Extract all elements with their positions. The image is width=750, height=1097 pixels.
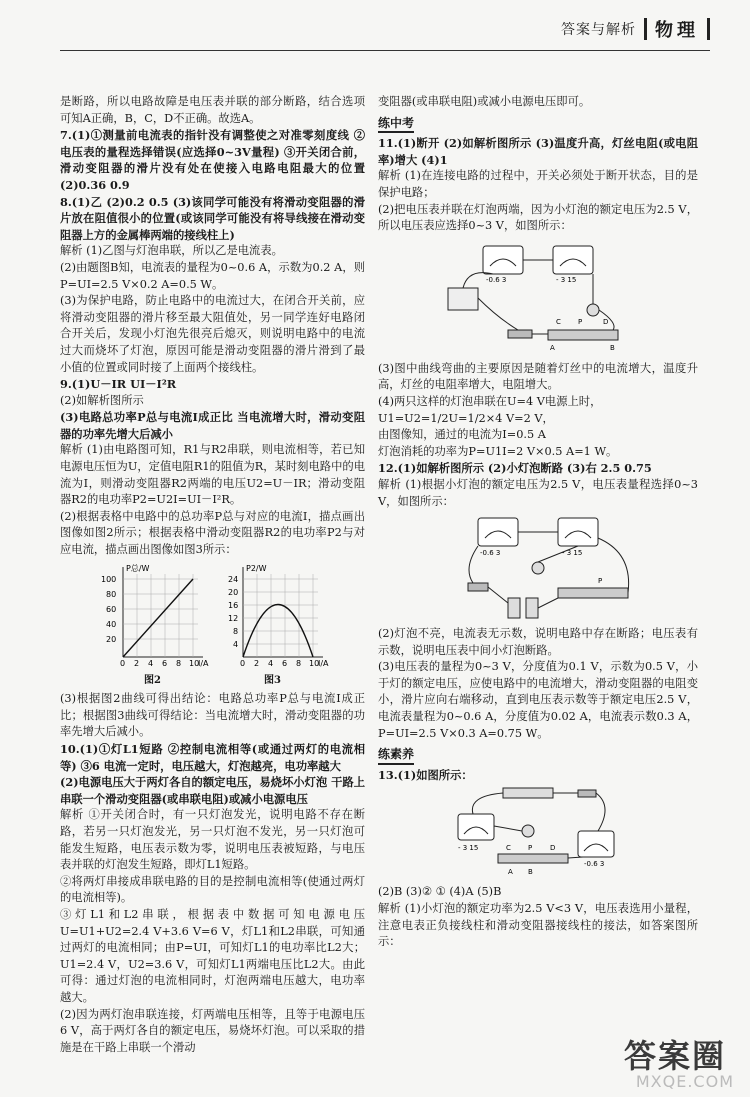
axis-label-y: P2/W [245, 563, 267, 573]
terminal-label: B [528, 868, 533, 877]
answer-11: 11.(1)断开 (2)如解析图所示 (3)温度升高，灯丝电阻(或电阻率)增大 (4)1 [378, 136, 698, 167]
page-header [561, 14, 710, 44]
axis-label-x: I/A [197, 658, 209, 668]
paragraph: (2)由题图B知，电流表的量程为0~0.6 A，示数为0.2 A，则P=UI=2.5 V×0.2 A=0.5 W。 [60, 260, 365, 291]
header-divider-right [707, 18, 710, 40]
circuit-diagram-12 [438, 513, 638, 623]
tick-label: 4 [267, 658, 273, 668]
rheostat-icon [498, 854, 568, 863]
rheostat-icon [548, 330, 618, 340]
tick-label: 12 [227, 613, 238, 623]
paragraph: 变阻器(或串联电阻)或减小电源电压即可。 [378, 95, 591, 108]
paragraph: (2)灯泡不亮，电流表无示数，说明电路中存在断路；电压表有示数，说明电压表中间小灯泡断路。 [378, 627, 698, 657]
bulb-icon [522, 825, 534, 837]
header-rule [60, 50, 710, 51]
tick-label: 8 [232, 626, 238, 636]
graph-2 [101, 563, 209, 668]
terminal-label: -0.6 3 [584, 860, 605, 869]
figure-caption-2: 图2 [144, 674, 161, 686]
header-divider [644, 18, 647, 40]
paragraph: 是断路，所以电路故障是电压表并联的部分断路，结合选项可知A正确，B，C，D不正确。故选A。 [60, 95, 365, 125]
tick-label: 2 [133, 658, 139, 668]
answer-12: 12.(1)如解析图所示 (2)小灯泡断路 (3)右 2.5 0.75 [378, 461, 652, 476]
answer-13: 13.(1)如图所示： [378, 767, 473, 782]
switch-icon [508, 330, 532, 338]
tick-label: 80 [105, 589, 116, 599]
cell-icon [526, 598, 538, 618]
answer-7: 7.(1)①测量前电流表的指针没有调整使之对准零刻度线 ②电压表的量程选择错误(应选择0~3V量程) ③开关闭合前，滑动变阻器的滑片没有处在使接入电路电阻最大的位置 (2)0.36 0.9 [60, 128, 365, 192]
terminal-label: A [550, 343, 555, 352]
terminal-label: P [528, 844, 533, 853]
paragraph: (2)如解析图所示 [60, 393, 144, 407]
answer-8: 8.(1)乙 (2)0.2 0.5 (3)该同学可能没有将滑动变阻器的滑片放在阻值很小的位置(或该同学可能没有将导线接在滑动变阻器上方的金属棒两端的接线柱上) [60, 194, 365, 242]
tick-label: 60 [105, 604, 116, 614]
battery-icon [503, 788, 553, 798]
paragraph: 灯泡消耗的功率为P=U1I=2 V×0.5 A=1 W。 [378, 444, 618, 458]
voltmeter-icon [553, 246, 593, 274]
tick-label: 40 [105, 619, 116, 629]
circuit-diagram-11 [438, 238, 638, 358]
terminal-label: C [506, 844, 511, 853]
terminal-label: - 3 15 [562, 549, 583, 558]
left-column [60, 94, 365, 1056]
axis-label-y: P总/W [125, 563, 149, 573]
section-heading-top: 练素养 [378, 746, 414, 765]
tick-label: 16 [227, 600, 238, 610]
rheostat-icon [558, 588, 628, 598]
answer-9: 9.(1)U－IR UI－I²R [60, 377, 177, 392]
terminal-label: D [603, 317, 609, 326]
tick-label: 20 [227, 587, 238, 597]
header-subtitle: 答案与解析 [561, 22, 636, 38]
voltmeter-icon [558, 518, 598, 546]
paragraph: (2)因为两灯泡串联连接，灯两端电压相等，且等于电源电压6 V，高于两灯各自的额定电压，易烧坏灯泡。可以采取的措施是在干路上串联一个滑动 [60, 1007, 365, 1054]
tick-label: 4 [147, 658, 153, 668]
paragraph: 解析 ①开关闭合时，有一只灯泡发光，说明电路不存在断路，若另一只灯泡发光，另一只灯泡不发光，另一只灯泡可能发生短路，电压表示数为零，说明电压表被短路，与电压表并联的灯泡发生短路，即灯L1短路。 [60, 808, 365, 872]
tick-label: 0 [239, 658, 245, 668]
paragraph: (4)两只这样的灯泡串联在U=4 V电源上时， [378, 394, 602, 408]
cell-icon [508, 598, 520, 618]
paragraph: 解析 (1)乙图与灯泡串联，所以乙是电流表。 [60, 244, 283, 258]
terminal-label: B [610, 343, 615, 352]
tick-label: 6 [161, 658, 167, 668]
paragraph: (3)电路总功率P总与电流I成正比 当电流增大时，滑动变阻器的功率先增大后减小 [60, 410, 365, 441]
circuit-diagram-13 [448, 786, 628, 881]
figure-caption-3: 图3 [264, 674, 281, 686]
tick-label: 100 [100, 574, 116, 584]
right-column [378, 94, 698, 951]
graphs-figure [93, 562, 333, 672]
paragraph: (3)根据图2曲线可得出结论：电路总功率P总与电流I成正比；根据图3曲线可得结论：当电流增大时，滑动变阻器的功率先增大后减小。 [60, 692, 365, 739]
terminal-label: - 3 15 [556, 275, 577, 284]
terminal-label: -0.6 3 [480, 549, 501, 558]
paragraph: 由图像知，通过的电流为I=0.5 A [378, 428, 546, 442]
watermark [584, 1031, 734, 1091]
tick-label: 8 [295, 658, 301, 668]
switch-icon [468, 583, 488, 591]
tick-label: 10 [308, 658, 319, 668]
paragraph: (2)把电压表并联在灯泡两端，因为小灯泡的额定电压为2.5 V，所以电压表应选择0~3 V，如图所示： [378, 202, 698, 233]
paragraph: ③灯L1和L2串联，根据表中数据可知电源电压U=U1+U2=2.4 V+3.6 V=6 V，灯L1和L2串联，可知通过两灯的电流相同；由P=UI，可知灯L1的电功率比L2大；U1=2.4 V，U2=3.6 V，可知灯L1两端电压比L2大。由此可得：通过灯泡的电流相同时，灯泡两端电压越大，电功率越大。 [60, 907, 365, 1004]
paragraph: (3)图中曲线弯曲的主要原因是随着灯丝中的电流增大，温度升高，灯丝的电阻率增大，电阻增大。 [378, 361, 698, 392]
paragraph: 解析 (1)由电路图可知，R1与R2串联，则电流相等，若已知电源电压恒为U，定值电阻R1的阻值为R，某时刻电路中的电流为I，则滑动变阻器R2两端的电压U2=U－IR；滑动变阻器R2的电功率P2=U2I=UI－I²R。 [60, 443, 365, 507]
tick-label: 6 [281, 658, 287, 668]
tick-label: 24 [227, 574, 238, 584]
bulb-icon [587, 304, 599, 316]
ammeter-icon [478, 518, 518, 546]
terminal-label: A [508, 868, 513, 877]
paragraph: (3)电压表的量程为0~3 V，分度值为0.1 V，示数为0.5 V，小于灯的额定电压，应使电路中的电流增大，滑动变阻器的电阻变小，滑片应向右端移动，直到电压表示数等于额定电压2.5 V，电流表量程为0~0.6 A，分度值为0.02 A，电流表示数0.3 A，P=UI=2.5 V×0.3 A=0.75 W。 [378, 660, 698, 740]
paragraph: (2)电源电压大于两灯各自的额定电压，易烧坏小灯泡 干路上串联一个滑动变阻器(或串联电阻)或减小电源电压 [60, 775, 365, 806]
terminal-label: -0.6 3 [486, 275, 507, 284]
paragraph: (2)B (3)② ① (4)A (5)B [378, 885, 502, 899]
watermark-url: MXQE.COM [635, 1072, 734, 1091]
paragraph: 解析 (1)在连接电路的过程中，开关必须处于断开状态，目的是保护电路； [378, 169, 698, 199]
bulb-icon [532, 562, 544, 574]
paragraph: (2)根据表格中电路中的总功率P总与对应的电流I，描点画出图像如图2所示；根据表格中滑动变阻器R2的电功率P2与对应电流，描点画出图像如图3所示： [60, 509, 365, 557]
tick-label: 8 [175, 658, 181, 668]
tick-label: 2 [253, 658, 259, 668]
switch-icon [578, 790, 596, 797]
tick-label: 0 [119, 658, 125, 668]
paragraph: U1=U2=1/2U=1/2×4 V=2 V， [378, 411, 554, 425]
line-series [123, 579, 193, 657]
ammeter-icon [483, 246, 523, 274]
graph-3 [228, 564, 329, 668]
paragraph: 解析 (1)小灯泡的额定功率为2.5 V<3 V，电压表选用小量程，注意电表正负接线柱和滑动变阻器接线柱的接法，如答案图所示： [378, 902, 698, 949]
tick-label: 10 [188, 658, 199, 668]
terminal-label: P [598, 577, 603, 586]
terminal-label: - 3 15 [458, 844, 479, 853]
section-heading-mid: 练中考 [378, 115, 414, 134]
paragraph: 解析 (1)根据小灯泡的额定电压为2.5 V，电压表量程选择0~3 V，如图所示： [378, 477, 698, 508]
terminal-label: D [550, 844, 556, 853]
figure-captions [93, 673, 333, 690]
terminal-label: P [578, 317, 583, 326]
battery-icon [448, 288, 478, 310]
answer-10: 10.(1)①灯L1短路 ②控制电流相等(或通过两灯的电流相等) ③6 电流一定时，电压越大，灯泡越亮，电功率越大 [60, 742, 365, 773]
tick-label: 20 [105, 634, 116, 644]
header-title: 物理 [655, 20, 699, 41]
tick-label: 4 [232, 639, 238, 649]
axis-label-x: I/A [317, 658, 329, 668]
paragraph: (3)为保护电路，防止电路中的电流过大，在闭合开关前，应将滑动变阻器的滑片移至最大阻值处，另一同学连好电路闭合开关后，发现小灯泡先很亮后熄灭，则说明电路中的电流过大而烧坏了灯泡，原因可能是滑动变阻器的滑片滑到了最小值的位置或同时接了上面两个接线柱。 [60, 294, 365, 374]
paragraph: ②将两灯串接成串联电路的目的是控制电流相等(使通过两灯的电流相等)。 [60, 874, 365, 905]
terminal-label: C [556, 317, 561, 326]
watermark-logo: 答案圈 [623, 1037, 726, 1075]
